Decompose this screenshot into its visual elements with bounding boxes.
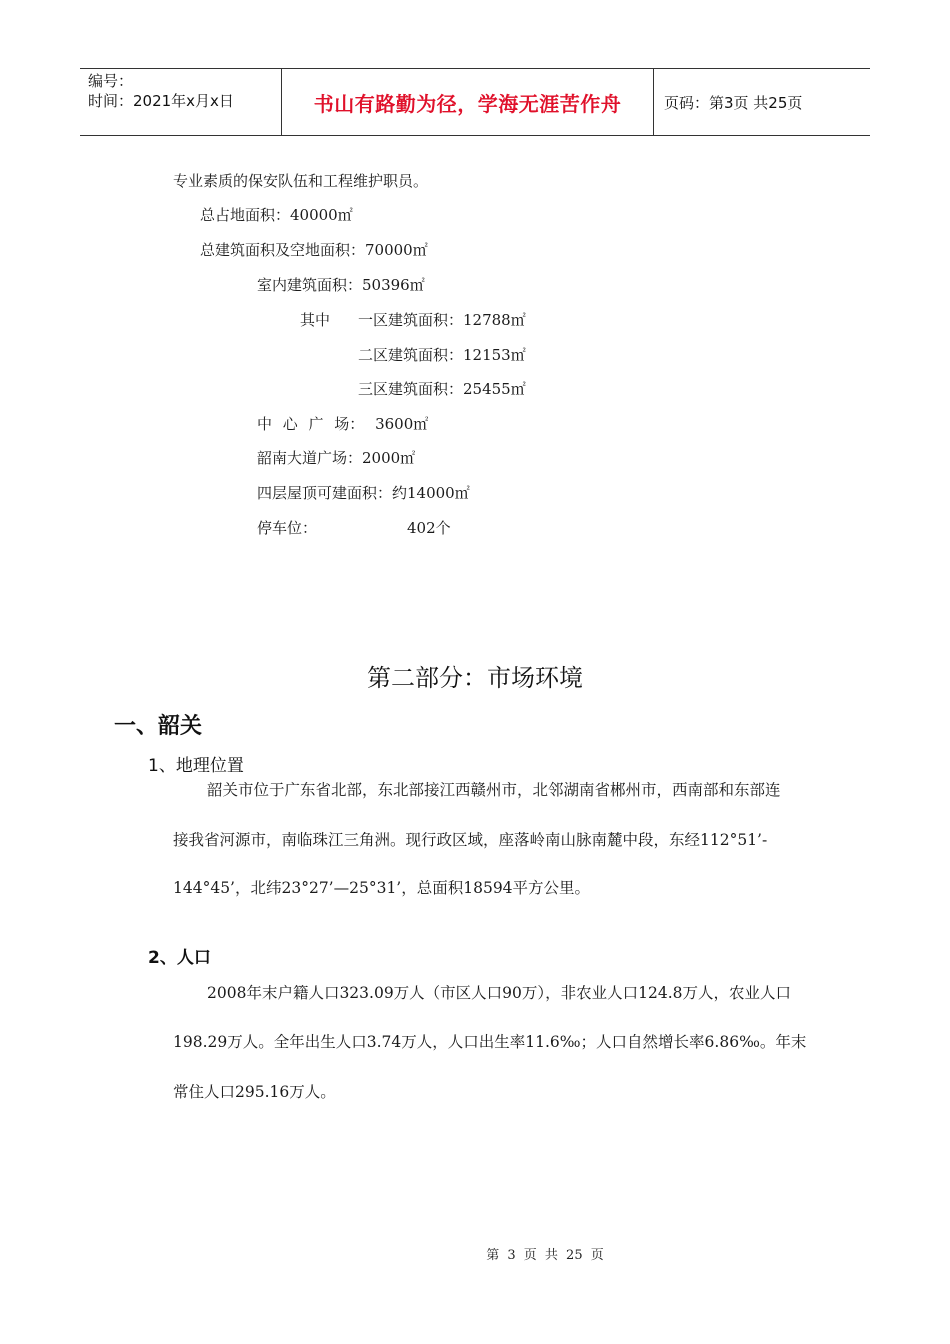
total-building-area: 总建筑面积及空地面积：70000㎡ [200, 241, 428, 259]
zone3-area: 三区建筑面积：25455㎡ [358, 380, 526, 398]
center-square-area: 中 心 广 场： 3600㎡ [257, 415, 429, 433]
shaonan-square-area: 韶南大道广场：2000㎡ [257, 449, 416, 467]
indoor-building-area: 室内建筑面积：50396㎡ [257, 276, 425, 294]
header-meta [80, 69, 282, 135]
number-label: 编号： [88, 72, 134, 90]
section-heading: 一、韶关 [114, 714, 203, 739]
header-motto: 书山有路勤为径，学海无涯苦作舟 [282, 69, 654, 135]
geo-heading: 1、地理位置 [148, 756, 244, 776]
parking-label: 停车位： [257, 519, 318, 537]
geo-line-2: 接我省河源市，南临珠江三角洲。现行政区域，座落岭南山脉南麓中段，东经112°51’- [173, 831, 768, 849]
part-title: 第二部分：市场环境 [367, 664, 583, 692]
among-label: 其中 [300, 311, 331, 329]
roof-area: 四层屋顶可建面积：约14000㎡ [257, 484, 470, 502]
page-footer: 第 3 页 共 25 页 [486, 1248, 604, 1263]
population-line-1: 2008年末户籍人口323.09万人（市区人口90万），非农业人口124.8万人，农业人口 [207, 984, 792, 1002]
zone2-area: 二区建筑面积：12153㎡ [358, 346, 526, 364]
page-header [80, 68, 870, 136]
geo-line-1: 韶关市位于广东省北部，东北部接江西赣州市，北邻湖南省郴州市，西南部和东部连 [207, 781, 781, 799]
zone1-area: 一区建筑面积：12788㎡ [358, 311, 526, 329]
population-heading: 2、人口 [148, 948, 211, 968]
intro-line: 专业素质的保安队伍和工程维护职员。 [173, 172, 429, 190]
geo-line-3: 144°45’，北纬23°27’—25°31’，总面积18594平方公里。 [173, 879, 591, 897]
total-land-area: 总占地面积：40000㎡ [200, 206, 353, 224]
parking-value: 402个 [407, 519, 451, 537]
population-line-3: 常住人口295.16万人。 [173, 1083, 336, 1101]
population-line-2: 198.29万人。全年出生人口3.74万人，人口出生率11.6‰；人口自然增长率6.86‰。年末 [173, 1033, 807, 1051]
time-label: 时间：2021年x月x日 [88, 92, 234, 110]
header-page-info: 页码：第3页 共25页 [664, 93, 803, 112]
